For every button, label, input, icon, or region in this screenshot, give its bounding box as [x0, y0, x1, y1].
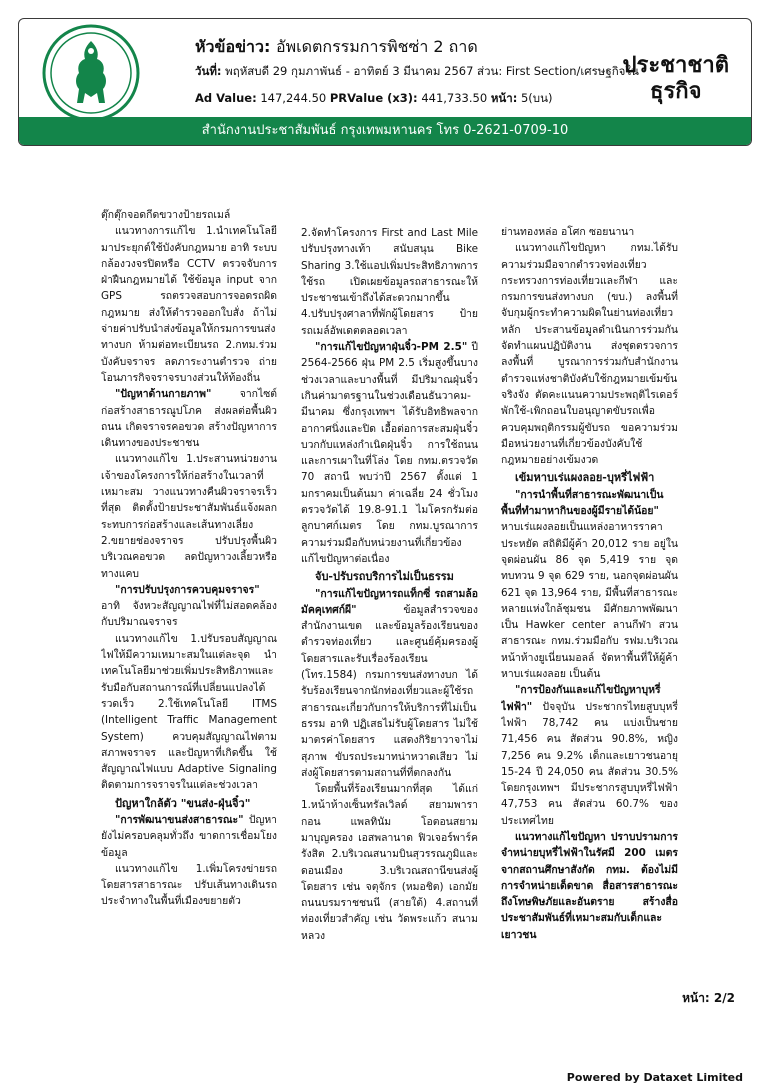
article-column-2	[301, 225, 478, 995]
ad-label: Ad Value:	[195, 91, 257, 105]
pr-label: PRValue (x3):	[329, 91, 418, 105]
subheading: ปัญหาใกล้ตัว "ขนส่ง-ฝุ่นจิ๋ว"	[115, 796, 251, 810]
publication-line1: ประชาชาติ	[622, 53, 729, 78]
title-label: หัวข้อข่าว:	[195, 37, 271, 56]
date-label: วันที่:	[195, 64, 222, 78]
paragraph-lead: "การแก้ไขปัญหารถแท็กซี่ รถสามล้อ มัคคุเทศก์ผี"	[301, 587, 478, 616]
paragraph: 2.จัดทำโครงการ First and Last Mile ปรับปรุงทางเท้า สนับสนุน Bike Sharing 3.ใช้แอปเพิ่มประสิทธิภาพการใช้รถ เปิดเผยข้อมูลรถสาธารณะให้ประชาชนเข้าถึงได้สะดวกมากขึ้น 4.ปรับปรุงศาลาที่พักผู้โดยสาร ป้ายรถเมล์อัพเดตตลอดเวลา	[301, 227, 478, 337]
paragraph: "การพัฒนาขนส่งสาธารณะ" ปัญหายังไม่ครอบคลุมทั่วถึง ขาดการเชื่อมโยงข้อมูล	[101, 813, 277, 859]
article-column-3	[501, 224, 678, 1004]
paragraph-lead: "การนำพื้นที่สาธารณะพัฒนาเป็นพื้นที่ทำมาหากินของผู้มีรายได้น้อย"	[501, 488, 664, 518]
article-column-1	[101, 207, 277, 977]
section-value: First Section/เศรษฐกิจใน	[505, 64, 639, 78]
page-label: หน้า:	[490, 91, 518, 105]
paragraph: "การป้องกันและแก้ไขปัญหาบุหรี่ไฟฟ้า" ปัจจุบัน ประชากรไทยสูบบุหรี่ไฟฟ้า 78,742 คน แบ่งเป็นชาย 71,456 คน สัดส่วน 90.8%, หญิง 7,256 คน 9.2% เด็กและเยาวชนอายุ 15-24 ปี 24,050 คน สัดส่วน 30.5% โดยกรุงเทพฯ มีประชากรสูบบุหรี่ไฟฟ้า 47,753 คน สัดส่วน 60.7% ของประเทศไทย	[501, 684, 678, 827]
paragraph-lead: "การแก้ไขปัญหาฝุ่นจิ๋ว-PM 2.5"	[315, 341, 468, 354]
publication-line2: ธุรกิจ	[650, 79, 702, 104]
paragraph: ย่านทองหล่อ อโศก ซอยนานา	[501, 226, 635, 238]
page-value: 5(บน)	[520, 91, 553, 105]
publication-name	[623, 53, 729, 105]
paragraph: "การนำพื้นที่สาธารณะพัฒนาเป็นพื้นที่ทำมาหากินของผู้มีรายได้น้อย" หาบเร่แผงลอยเป็นแหล่งอาหารราคาประหยัด สถิติมีผู้ค้า 20,012 ราย อยู่ในจุดผ่อนผัน 86 จุด 5,419 ราย จุดทบทวน 9 จุด 629 ราย, นอกจุดผ่อนผัน 621 จุด 13,964 ราย, มีพื้นที่สาธารณะหลายแห่งใกล้ชุมชน มีศักยภาพพัฒนาเป็น Hawker center ลานกีฬา สวนสาธารณะ กทม.ร่วมมือกับ รฟม.บริเวณหน้าห้างยูเนี่ยนมอลล์ จัดหาพื้นที่ให้ผู้ค้าหาบเร่แผงลอย เป็นต้น	[501, 488, 678, 681]
clipping-header	[18, 18, 752, 146]
paragraph: แนวทางแก้ไขปัญหา กทม.ได้รับความร่วมมือจากตำรวจท่องเที่ยว กระทรวงการท่องเที่ยวและกีฬา และกรมการขนส่งทางบก (ขบ.) ลงพื้นที่จับกุมผู้กระทำความผิดในย่านท่องเที่ยวหลัก ประสานข้อมูลดำเนินการร่วมกัน จัดทำแผนปฏิบัติงาน ส่งชุดตรวจการลงพื้นที่ บูรณาการร่วมกับสำนักงานตำรวจแห่งชาติบังคับใช้กฎหมายเข้มข้นจริงจัง ตัดคะแนนความประพฤติไรเดอร์ พักใช้-เพิกถอนใบอนุญาตขับรถเพื่อควบคุมพฤติกรรมผู้ขับรถ ขอความร่วมมือหน่วยงานที่เกี่ยวข้องบังคับใช้กฎหมายอย่างเข้มงวด	[501, 242, 678, 467]
news-title	[195, 35, 478, 60]
ad-value-line	[195, 90, 552, 108]
subheading: เข้มหาบเร่แผงลอย-บุหรี่ไฟฟ้า	[515, 471, 655, 485]
pr-value: 441,733.50	[421, 91, 488, 105]
powered-by-footer: Powered by Dataxet Limited	[566, 1071, 743, 1084]
paragraph: แนวทางการแก้ไข 1.นำเทคโนโลยีมาประยุกต์ใช้บังคับกฎหมาย อาทิ ระบบกล้องวงจรปิดหรือ CCTV ตรวจจับการฝ่าฝืนกฎหมายได้ ใช้ข้อมูล input จาก GPS รถตรวจสอบการจอดรถผิดกฎหมาย ส่งให้ตำรวจออกใบสั่ง ถ้าไม่จ่ายค่าปรับนำส่งข้อมูลให้กรมการขนส่งทางบก ห้ามต่อทะเบียนรถ 2.กทม.ร่วมบังคับจราจร ลดภาระงานตำรวจ ถ่ายโอนภารกิจจราจรบางส่วนให้ท้องถิ่น	[101, 225, 277, 384]
paragraph: ตุ๊กตุ๊กจอดกีดขวางป้ายรถเมล์	[101, 209, 231, 221]
date-line	[195, 63, 639, 81]
title-value: อัพเดตกรรมการพิชซ่า 2 ถาด	[275, 37, 478, 56]
paragraph: "การแก้ไขปัญหารถแท็กซี่ รถสามล้อ มัคคุเทศก์ผี" ข้อมูลสำรวจของสำนักงานเขต และข้อมูลร้องเรียนของตำรวจท่องเที่ยว และศูนย์คุ้มครองผู้โดยสารและรับเรื่องร้องเรียน (โทร.1584) กรมการขนส่งทางบก ได้รับร้องเรียนจากนักท่องเที่ยวและผู้ใช้รถสาธารณะเกี่ยวกับการให้บริการที่ไม่เป็นธรรม อาทิ ปฏิเสธไม่รับผู้โดยสาร ไม่ใช้มาตรค่าโดยสาร แสดงกิริยาวาจาไม่สุภาพ ขับรถประมาทน่าหวาดเสียว ไม่ส่งผู้โดยสารตามสถานที่ที่ตกลงกัน	[301, 587, 478, 779]
office-contact-bar: สำนักงานประชาสัมพันธ์ กรุงเทพมหานคร โทร 0-2621-0709-10	[19, 117, 751, 145]
paragraph: "การปรับปรุงการควบคุมจราจร" อาทิ จังหวะสัญญาณไฟที่ไม่สอดคล้องกับปริมาณจราจร	[101, 583, 277, 629]
page-number: หน้า: 2/2	[682, 991, 735, 1005]
paragraph-lead: "การป้องกันและแก้ไขปัญหาบุหรี่ไฟฟ้า"	[501, 684, 661, 713]
paragraph: "การแก้ไขปัญหาฝุ่นจิ๋ว-PM 2.5" ปี 2564-2566 ฝุ่น PM 2.5 เริ่มสูงขึ้นบางช่วงเวลาและบางพื้นที่ มีปริมาณฝุ่นจิ๋วเกินค่ามาตรฐานในช่วงเดือนธันวาคม-มีนาคม ซึ่งกรุงเทพฯ ได้รับอิทธิพลจากอากาศนิ่งและปิด เอื้อต่อการสะสมฝุ่นจิ๋ว บวกกับแหล่งกำเนิดฝุ่นจิ๋ว การใช้ถนน และการเผาในที่โล่ง โดย กทม.ตรวจวัด 70 สถานี พบว่าปี 2567 ตั้งแต่ 1 มกราคมเป็นต้นมา ค่าเฉลี่ย 24 ชั่วโมงตรวจวัดได้ 19.8-91.1 ไมโครกรัมต่อลูกบาศก์เมตร โดย กทม.บูรณาการความร่วมมือกับหน่วยงานที่เกี่ยวข้องแก้ไขปัญหาต่อเนื่อง	[301, 341, 478, 565]
date-value: พฤหัสบดี 29 กุมภาพันธ์ - อาทิตย์ 3 มีนาคม 2567	[225, 64, 474, 78]
paragraph: แนวทางแก้ไข 1.ประสานหน่วยงานเจ้าของโครงการให้ก่อสร้างในเวลาที่เหมาะสม วางแนวทางคืนผิวจราจรเร็วที่สุด ติดตั้งป้ายประชาสัมพันธ์แจ้งผลกระทบการก่อสร้างและเส้นทางเลี่ยง 2.ขยายช่องจราจร ปรับปรุงพื้นผิวบริเวณคอขวด ลดปัญหาวงเลี้ยวหรือทางแคบ	[101, 453, 277, 580]
paragraph: "ปัญหาด้านกายภาพ" จากไซต์ก่อสร้างสาธารณูปโภค ส่งผลต่อพื้นผิวถนน เกิดจราจรคอขวด สร้างปัญหาการเดินทางของประชาชน	[101, 388, 277, 450]
paragraph-lead: "การปรับปรุงการควบคุมจราจร"	[115, 583, 260, 596]
paragraph: โดยพื้นที่ร้องเรียนมากที่สุด ได้แก่ 1.หน้าห้างเซ็นทรัลเวิลด์ สยามพารากอน แพลทินัม โอตอนสยาม มาบุญครอง เอสพลานาด ฟิวเจอร์พาร์ค รังสิต 2.บริเวณสนามบินสุวรรณภูมิและดอนเมือง 3.บริเวณสถานีขนส่งผู้โดยสาร เช่น จตุจักร (หมอชิต) เอกมัย ถนนบรมราชชนนี (สายใต้) 4.สถานที่ท่องเที่ยวสำคัญ เช่น วัดพระแก้ว สนามหลวง	[301, 783, 478, 942]
paragraph-lead: "การพัฒนาขนส่งสาธารณะ"	[115, 813, 244, 826]
paragraph: แนวทางแก้ไขปัญหา ปราบปรามการจำหน่ายบุหรี่ไฟฟ้าในรัศมี 200 เมตร จากสถานศึกษาสังกัด กทม. ต้องไม่มีการจำหน่ายเด็ดขาด สื่อสารสาธารณะถึงโทษพิษภัยและอันตราย สร้างสื่อประชาสัมพันธ์ที่เหมาะสมกับเด็กและเยาวชน	[501, 830, 678, 941]
section-label: ส่วน:	[477, 64, 503, 78]
bma-seal-logo	[41, 23, 141, 123]
paragraph-lead: "ปัญหาด้านกายภาพ"	[115, 388, 212, 401]
paragraph: แนวทางแก้ไข 1.เพิ่มโครงข่ายรถโดยสารสาธารณะ ปรับเส้นทางเดินรถประจำทางในพื้นที่เมืองขยายตัว	[101, 862, 277, 908]
ad-value: 147,244.50	[260, 91, 327, 105]
subheading: จับ-ปรับรถบริการไม่เป็นธรรม	[315, 570, 454, 584]
paragraph: แนวทางแก้ไข 1.ปรับรอบสัญญาณไฟให้มีความเหมาะสมในแต่ละจุด นำเทคโนโลยีมาช่วยเพิ่มประสิทธิภาพและรับมือกับสถานการณ์ที่เปลี่ยนแปลงได้รวดเร็ว 2.ใช้เทคโนโลยี ITMS (Intelligent Traffic Management System) ควบคุมสัญญาณไฟตามสภาพจราจร และปัญหาที่เกิดขึ้น ใช้สัญญาณไฟแบบ Adaptive Signaling ติดตามการจราจรในแต่ละช่วงเวลา	[101, 632, 277, 792]
